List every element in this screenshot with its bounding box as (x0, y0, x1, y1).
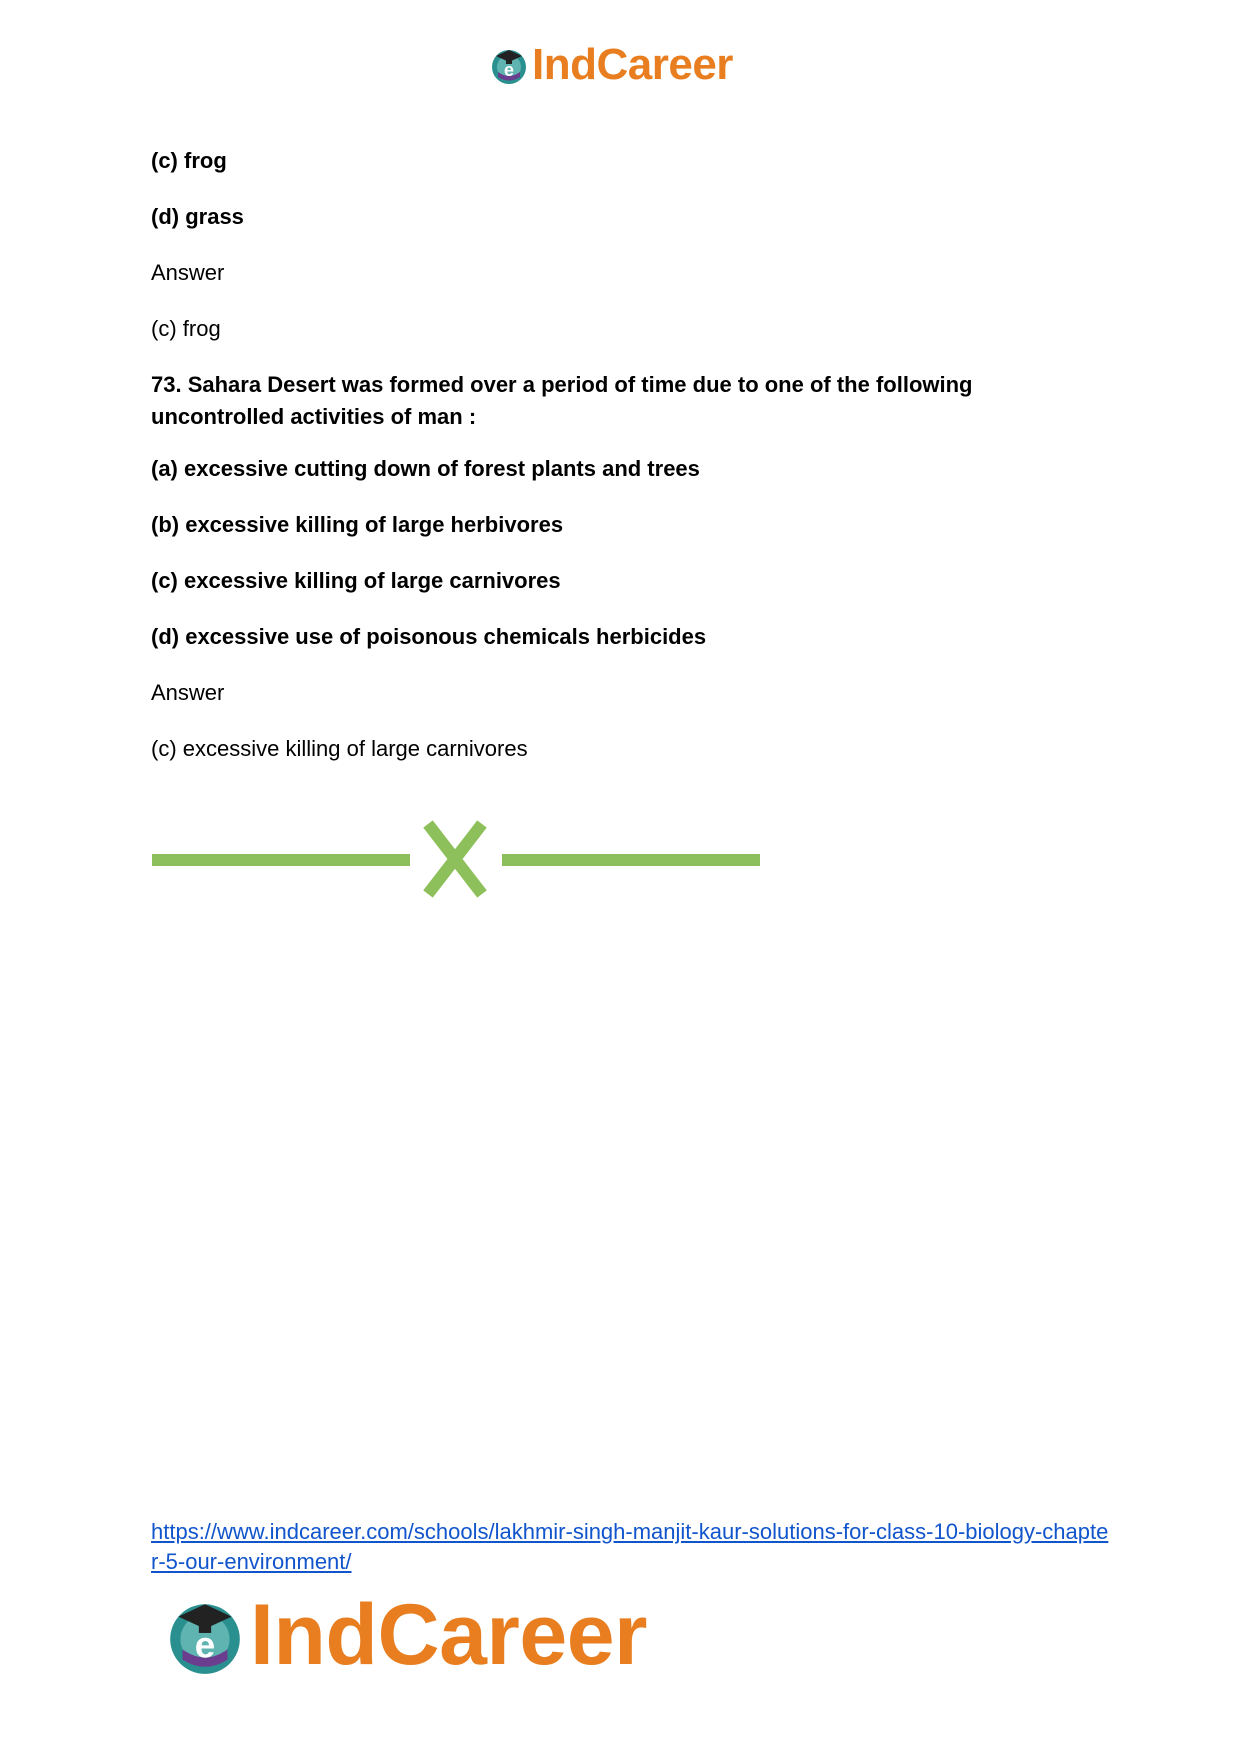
section-separator (152, 820, 762, 900)
document-content (151, 145, 1111, 789)
svg-text:e: e (194, 1624, 216, 1666)
footer-logo (162, 1586, 647, 1683)
source-link[interactable]: https://www.indcareer.com/schools/lakhmir-singh-manjit-kaur-solutions-for-class-10-biology-chapter-5-our-environment/ (151, 1519, 1109, 1574)
option-c: (c) frog (151, 148, 227, 173)
option-b: (b) excessive killing of large herbivores (151, 512, 564, 537)
answer-label: Answer (151, 680, 225, 705)
svg-text:e: e (503, 60, 515, 80)
header-logo-text: IndCareer (532, 40, 733, 89)
option-c: (c) excessive killing of large carnivores (151, 568, 561, 593)
answer-text: (c) frog (151, 316, 221, 341)
question-73: 73. Sahara Desert was formed over a period of time due to one of the following uncontrolled activities of man : (151, 372, 973, 429)
option-d: (d) grass (151, 204, 244, 229)
separator-line-right (502, 854, 760, 866)
option-a: (a) excessive cutting down of forest plants and trees (151, 456, 700, 481)
header-logo (488, 40, 733, 90)
graduation-globe-icon (162, 1592, 248, 1678)
answer-text: (c) excessive killing of large carnivores (151, 736, 528, 761)
graduation-globe-icon (488, 44, 530, 86)
footer-logo-text: IndCareer (250, 1586, 647, 1683)
option-d: (d) excessive use of poisonous chemicals herbicides (151, 624, 707, 649)
answer-label: Answer (151, 260, 225, 285)
separator-line-left (152, 854, 410, 866)
